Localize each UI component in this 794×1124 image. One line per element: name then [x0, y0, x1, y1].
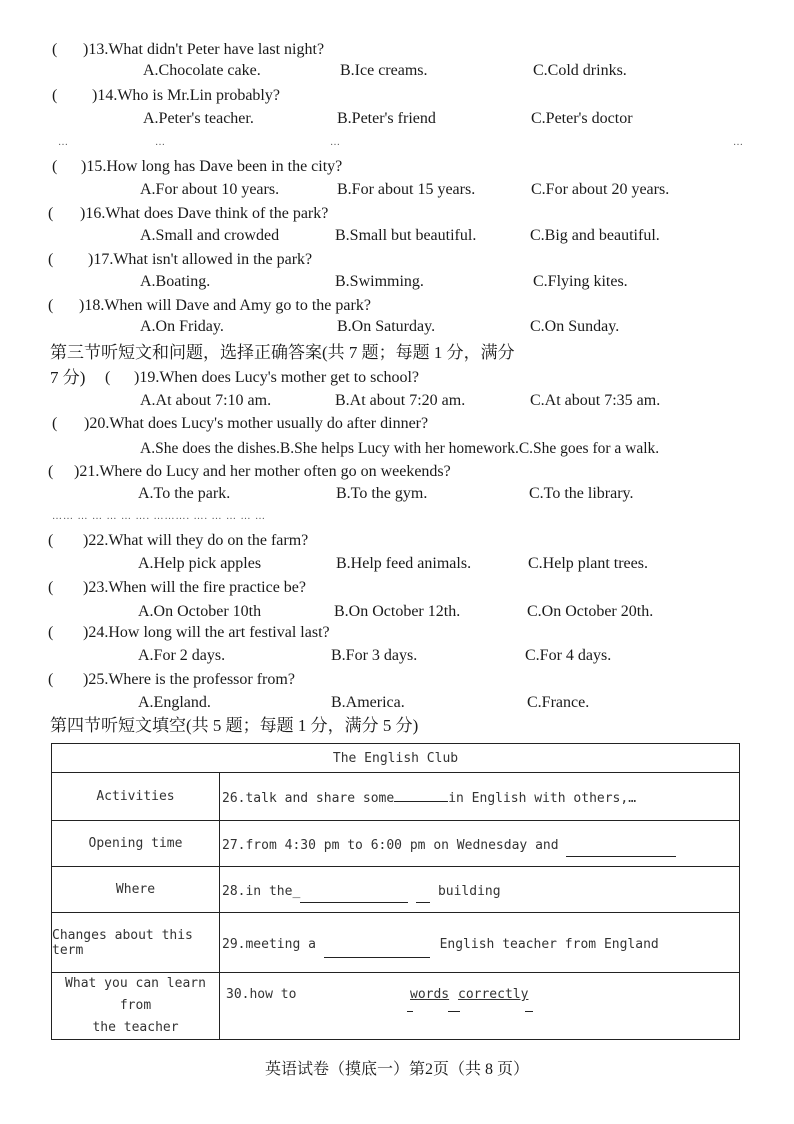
- question-20: [0, 413, 794, 435]
- table-row: [52, 913, 740, 973]
- answer-paren: (: [52, 415, 58, 432]
- table-row: [52, 867, 740, 913]
- option-c: C.Cold drinks.: [533, 62, 627, 79]
- option-c: C.On Sunday.: [530, 318, 620, 335]
- answer-blank[interactable]: [300, 888, 408, 903]
- options-20: [0, 438, 794, 460]
- answer-paren: (: [48, 297, 54, 314]
- row-label: Where: [52, 867, 220, 913]
- option-b: B.On October 12th.: [334, 603, 461, 620]
- section-3-heading: 第三节听短文和问题，选择正确答案(共 7 题；每题 1 分，满分: [50, 343, 515, 362]
- answer-paren: (: [48, 251, 54, 268]
- option-a: A.England.: [138, 694, 211, 711]
- scan-dots: …: [330, 137, 341, 148]
- scan-dots: …: [155, 137, 166, 148]
- answer-blank[interactable]: [407, 999, 413, 1012]
- options-18: [0, 316, 794, 338]
- question-text: )16.What does Dave think of the park?: [80, 205, 329, 222]
- scan-dots: …: [58, 137, 69, 148]
- option-b: B.Swimming.: [335, 273, 424, 290]
- option-line: A.She does the dishes.B.She helps Lucy with her homework.C.She goes for a walk.: [140, 440, 660, 457]
- row-content: 26.talk and share some in English with others,…: [220, 773, 740, 821]
- section-3-heading-cont: 7 分): [50, 368, 86, 387]
- question-text: )14.Who is Mr.Lin probably?: [92, 87, 280, 104]
- question-21: [0, 461, 794, 483]
- row-content: 27.from 4:30 pm to 6:00 pm on Wednesday and: [220, 821, 740, 867]
- question-18: [0, 295, 794, 317]
- option-a: A.Help pick apples: [138, 555, 262, 572]
- question-16: [0, 203, 794, 225]
- option-b: B.America.: [331, 694, 405, 711]
- answer-blank[interactable]: [394, 787, 448, 802]
- question-text: )21.Where do Lucy and her mother often go on weekends?: [74, 463, 451, 480]
- option-b: B.On Saturday.: [337, 318, 436, 335]
- option-b: B.Ice creams.: [340, 62, 428, 79]
- row-label: Activities: [52, 773, 220, 821]
- answer-paren: (: [52, 41, 58, 58]
- option-a: A.Peter's teacher.: [143, 110, 254, 127]
- row-content: 29.meeting a English teacher from England: [220, 913, 740, 973]
- question-24: [0, 622, 794, 644]
- option-c: C.Help plant trees.: [528, 555, 648, 572]
- row-label: What you can learn from the teacher: [52, 973, 220, 1040]
- scan-dots: …: [733, 137, 744, 148]
- question-text: )25.Where is the professor from?: [83, 671, 295, 688]
- question-text: )13.What didn't Peter have last night?: [83, 41, 325, 58]
- option-b: B.For 3 days.: [331, 647, 418, 664]
- answer-paren: (: [48, 532, 54, 549]
- options-25: [0, 692, 794, 714]
- options-23: [0, 601, 794, 623]
- table-row: [52, 821, 740, 867]
- page-footer: 英语试卷（摸底一）第2页（共 8 页）: [264, 1061, 529, 1078]
- option-c: C.France.: [527, 694, 590, 711]
- row-label: Opening time: [52, 821, 220, 867]
- scan-dots: …… … … … … …. ………. …. … … … …: [52, 511, 266, 522]
- answer-paren: (: [48, 205, 54, 222]
- answer-blank-tail: [416, 888, 430, 903]
- question-text: )23.When will the fire practice be?: [83, 579, 306, 596]
- question-13: [0, 39, 794, 61]
- options-24: [0, 645, 794, 667]
- option-b: B.For about 15 years.: [337, 181, 476, 198]
- table-row: [52, 973, 740, 1040]
- question-text: )24.How long will the art festival last?: [83, 624, 330, 641]
- option-a: A.On Friday.: [140, 318, 224, 335]
- option-b: B.At about 7:20 am.: [335, 392, 466, 409]
- option-c: C.Peter's doctor: [531, 110, 633, 127]
- options-17: [0, 271, 794, 293]
- answer-paren: (: [105, 369, 111, 386]
- question-text: )17.What isn't allowed in the park?: [88, 251, 313, 268]
- options-19: [0, 390, 794, 412]
- options-15: [0, 179, 794, 201]
- option-c: C.For about 20 years.: [531, 181, 670, 198]
- answer-blank[interactable]: [448, 999, 460, 1012]
- option-b: B.Small but beautiful.: [335, 227, 477, 244]
- question-14: [0, 85, 794, 107]
- answer-blank[interactable]: [525, 999, 533, 1012]
- answer-paren: (: [48, 579, 54, 596]
- row-content: 28.in the_ building: [220, 867, 740, 913]
- english-club-table: [51, 743, 740, 1040]
- underlined-word: words: [410, 987, 450, 1002]
- option-b: B.Peter's friend: [337, 110, 436, 127]
- underlined-word: correctly: [458, 987, 529, 1002]
- answer-paren: (: [52, 87, 58, 104]
- table-title: The English Club: [52, 744, 740, 773]
- question-text: )18.When will Dave and Amy go to the park?: [79, 297, 371, 314]
- answer-paren: (: [48, 671, 54, 688]
- question-text: )22.What will they do on the farm?: [83, 532, 309, 549]
- option-b: B.Help feed animals.: [336, 555, 472, 572]
- question-17: [0, 249, 794, 271]
- row-content: 30.how to words correctly: [220, 973, 740, 1040]
- answer-paren: (: [52, 158, 58, 175]
- option-c: C.For 4 days.: [525, 647, 612, 664]
- table-row: [52, 773, 740, 821]
- question-text: )19.When does Lucy's mother get to school?: [134, 369, 420, 386]
- option-a: A.For about 10 years.: [140, 181, 280, 198]
- option-c: C.At about 7:35 am.: [530, 392, 661, 409]
- question-text: )20.What does Lucy's mother usually do after dinner?: [84, 415, 429, 432]
- question-text: )15.How long has Dave been in the city?: [81, 158, 343, 175]
- answer-blank[interactable]: [324, 943, 430, 958]
- answer-paren: (: [48, 463, 54, 480]
- option-a: A.At about 7:10 am.: [140, 392, 272, 409]
- options-13: [0, 60, 794, 82]
- option-c: C.Flying kites.: [533, 273, 628, 290]
- question-22: [0, 530, 794, 552]
- options-22: [0, 553, 794, 575]
- option-a: A.Boating.: [140, 273, 211, 290]
- option-a: A.Small and crowded: [140, 227, 280, 244]
- option-c: C.To the library.: [529, 485, 634, 502]
- option-c: C.Big and beautiful.: [530, 227, 660, 244]
- answer-blank[interactable]: [566, 842, 676, 857]
- question-25: [0, 669, 794, 691]
- option-a: A.To the park.: [138, 485, 231, 502]
- answer-paren: (: [48, 624, 54, 641]
- option-a: A.Chocolate cake.: [143, 62, 261, 79]
- options-16: [0, 225, 794, 247]
- option-a: A.On October 10th: [138, 603, 262, 620]
- options-14: [0, 108, 794, 130]
- question-19: [0, 367, 794, 389]
- option-c: C.On October 20th.: [527, 603, 654, 620]
- row-label: Changes about this term: [52, 913, 220, 973]
- question-15: [0, 156, 794, 178]
- question-23: [0, 577, 794, 599]
- options-21: [0, 483, 794, 505]
- section-4-heading: 第四节听短文填空(共 5 题；每题 1 分，满分 5 分): [50, 716, 419, 735]
- option-b: B.To the gym.: [336, 485, 428, 502]
- option-a: A.For 2 days.: [138, 647, 226, 664]
